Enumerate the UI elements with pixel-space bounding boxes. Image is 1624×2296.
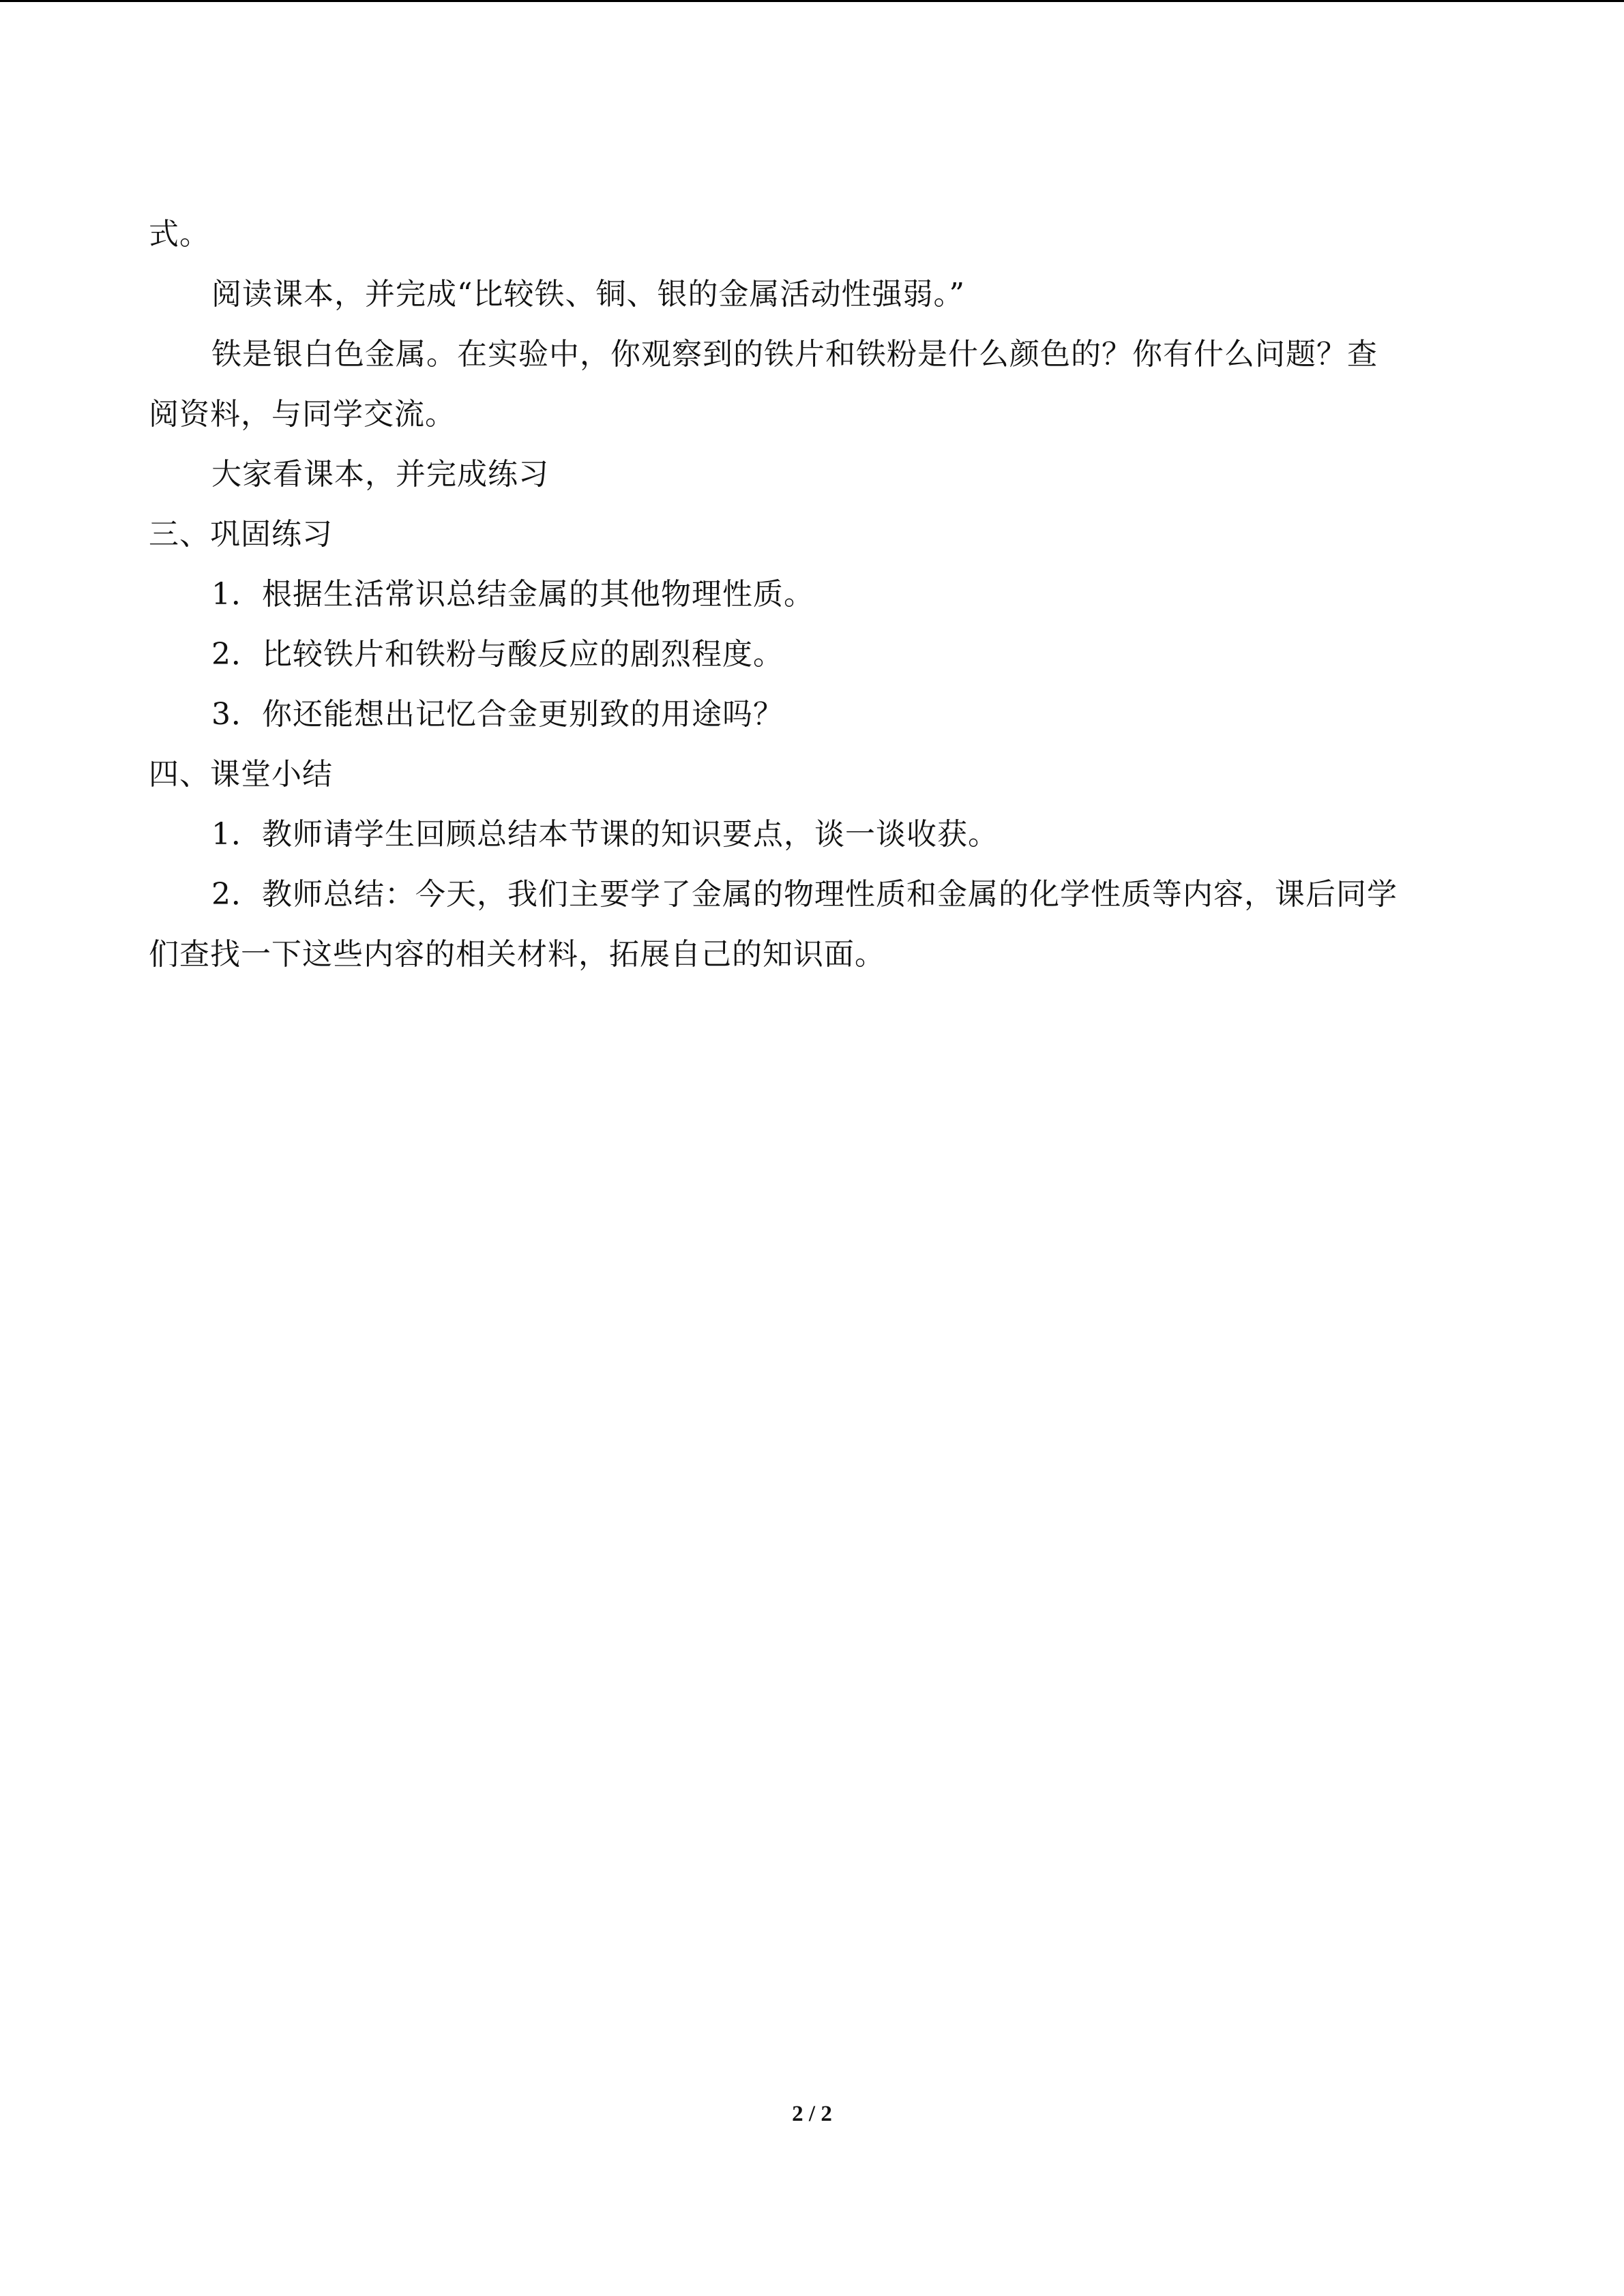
paragraph-line: 们查找一下这些内容的相关材料，拓展自己的知识面。 xyxy=(149,937,885,972)
page-top-border xyxy=(0,0,1624,2)
exercise-item: 3．你还能想出记忆合金更别致的用途吗？ xyxy=(211,697,784,732)
section-heading-summary: 四、课堂小结 xyxy=(149,757,333,792)
summary-item xyxy=(149,865,1475,985)
exercise-item: 2．比较铁片和铁粉与酸反应的剧烈程度。 xyxy=(211,637,784,672)
page-number: 2 / 2 xyxy=(792,2102,832,2126)
paragraph-line: 阅资料，与同学交流。 xyxy=(149,397,456,432)
paragraph-reading-task: 阅读课本，并完成“比较铁、铜、银的金属活动性强弱。” xyxy=(211,277,965,312)
section-heading-consolidation: 三、巩固练习 xyxy=(149,517,333,552)
document-body xyxy=(149,205,1475,985)
paragraph-line: 铁是银白色金属。在实验中，你观察到的铁片和铁粉是什么颜色的？你有什么问题？查 xyxy=(211,337,1378,372)
paragraph-continuation: 式。 xyxy=(149,217,210,252)
paragraph-exercise-note: 大家看课本，并完成练习 xyxy=(211,457,549,492)
summary-item: 1．教师请学生回顾总结本节课的知识要点，谈一谈收获。 xyxy=(211,817,999,852)
paragraph-iron-observation xyxy=(149,325,1475,445)
paragraph-line: 2．教师总结：今天，我们主要学了金属的物理性质和金属的化学性质等内容，课后同学 xyxy=(211,877,1398,912)
exercise-item: 1．根据生活常识总结金属的其他物理性质。 xyxy=(211,577,814,612)
